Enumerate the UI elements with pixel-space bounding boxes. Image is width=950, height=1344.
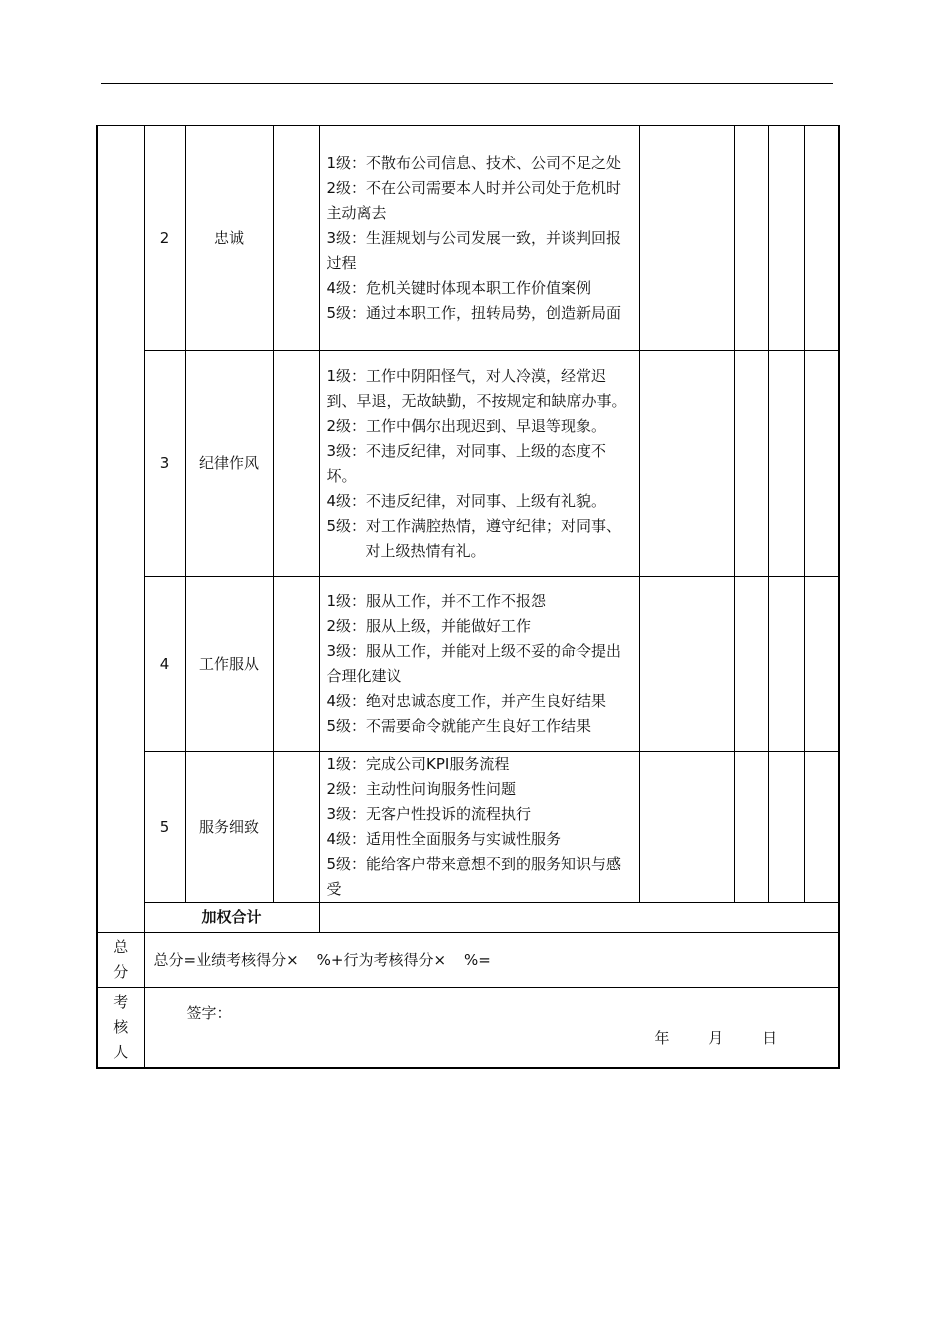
signature-area[interactable] [144,988,839,1069]
criterion-name: 纪律作风 [185,351,273,577]
level-descriptions [319,126,639,351]
reviewer-row [97,988,839,1069]
weighted-total-value[interactable] [319,903,839,933]
weight-cell[interactable] [273,577,319,752]
criterion-name: 工作服从 [185,577,273,752]
category-cell [97,126,144,933]
score-cell[interactable] [804,351,839,577]
level-descriptions [319,351,639,577]
level-item: 1级：完成公司KPI服务流程 [326,755,510,773]
year-label: 年 [654,1029,670,1047]
row-number: 3 [144,351,185,577]
score-cell[interactable] [804,126,839,351]
level-item: 5级：通过本职工作，扭转局势，创造新局面 [326,303,622,322]
criterion-name: 忠诚 [185,126,273,351]
weighted-total-label: 加权合计 [144,903,319,933]
header-rule [101,83,833,84]
level-descriptions [319,577,639,752]
score-cell[interactable] [768,351,804,577]
level-item: 1级：工作中阴阳怪气，对人冷漠，经常迟到、早退，无故缺勤，不按规定和缺席办事。 [326,366,627,410]
score-cell[interactable] [768,752,804,903]
level-item: 4级：绝对忠诚态度工作，并产生良好结果 [326,692,607,710]
level-item: 3级：生涯规划与公司发展一致，并谈判回报过程 [326,228,622,272]
score-cell[interactable] [768,126,804,351]
score-cell[interactable] [804,752,839,903]
score-cell[interactable] [768,577,804,752]
row-number: 4 [144,577,185,752]
level-item: 1级：服从工作，并不工作不报怨 [326,592,547,610]
weight-cell[interactable] [273,351,319,577]
label-char: 总 [113,938,129,956]
label-char: 核 [113,1018,129,1036]
formula-part: 总分=业绩考核得分× [153,950,299,969]
total-score-row [97,933,839,988]
total-score-formula[interactable] [144,933,839,988]
score-cell[interactable] [639,126,734,351]
weighted-total-row [97,903,839,933]
level-item: 2级：工作中偶尔出现迟到、早退等现象。 [326,416,607,435]
total-score-label [97,933,144,988]
date-fields [655,1026,778,1051]
score-cell[interactable] [734,351,768,577]
day-label: 日 [762,1029,778,1047]
score-cell[interactable] [734,752,768,903]
level-item: 2级：服从上级，并能做好工作 [326,617,532,635]
label-char: 分 [113,963,129,981]
level-item: 5级：能给客户带来意想不到的服务知识与感受 [326,855,622,898]
level-item: 4级：适用性全面服务与实诚性服务 [326,830,562,848]
criterion-name: 服务细致 [185,752,273,903]
table-row [97,752,839,903]
level-item: 5级：不需要命令就能产生良好工作结果 [326,717,592,735]
table-row [97,351,839,577]
level-item: 4级：危机关键时体现本职工作价值案例 [326,278,592,297]
score-cell[interactable] [639,351,734,577]
row-number: 5 [144,752,185,903]
formula-part: %+行为考核得分× [316,950,447,969]
level-item: 1级：不散布公司信息、技术、公司不足之处 [326,153,622,172]
score-cell[interactable] [804,577,839,752]
signature-label: 签字： [186,1004,232,1022]
level-descriptions [319,752,639,903]
level-item: 2级：不在公司需要本人时并公司处于危机时主动离去 [326,178,622,222]
score-cell[interactable] [734,126,768,351]
reviewer-label [97,988,144,1069]
label-char: 考 [113,993,129,1011]
month-label: 月 [708,1029,724,1047]
score-cell[interactable] [639,577,734,752]
score-cell[interactable] [639,752,734,903]
level-item: 5级：对工作满腔热情，遵守纪律；对同事、对上级热情有礼。 [326,516,622,560]
table-row [97,577,839,752]
weight-cell[interactable] [273,126,319,351]
row-number: 2 [144,126,185,351]
table-row [97,126,839,351]
level-item: 3级：服从工作，并能对上级不妥的命令提出合理化建议 [326,642,622,685]
evaluation-table [96,125,840,1069]
level-item: 3级：无客户性投诉的流程执行 [326,805,532,823]
score-cell[interactable] [734,577,768,752]
weight-cell[interactable] [273,752,319,903]
formula-part: %= [464,950,491,969]
label-char: 人 [113,1043,129,1061]
level-item: 2级：主动性问询服务性问题 [326,780,517,798]
level-item: 4级：不违反纪律，对同事、上级有礼貌。 [326,491,607,510]
level-item: 3级：不违反纪律，对同事、上级的态度不坏。 [326,441,607,485]
